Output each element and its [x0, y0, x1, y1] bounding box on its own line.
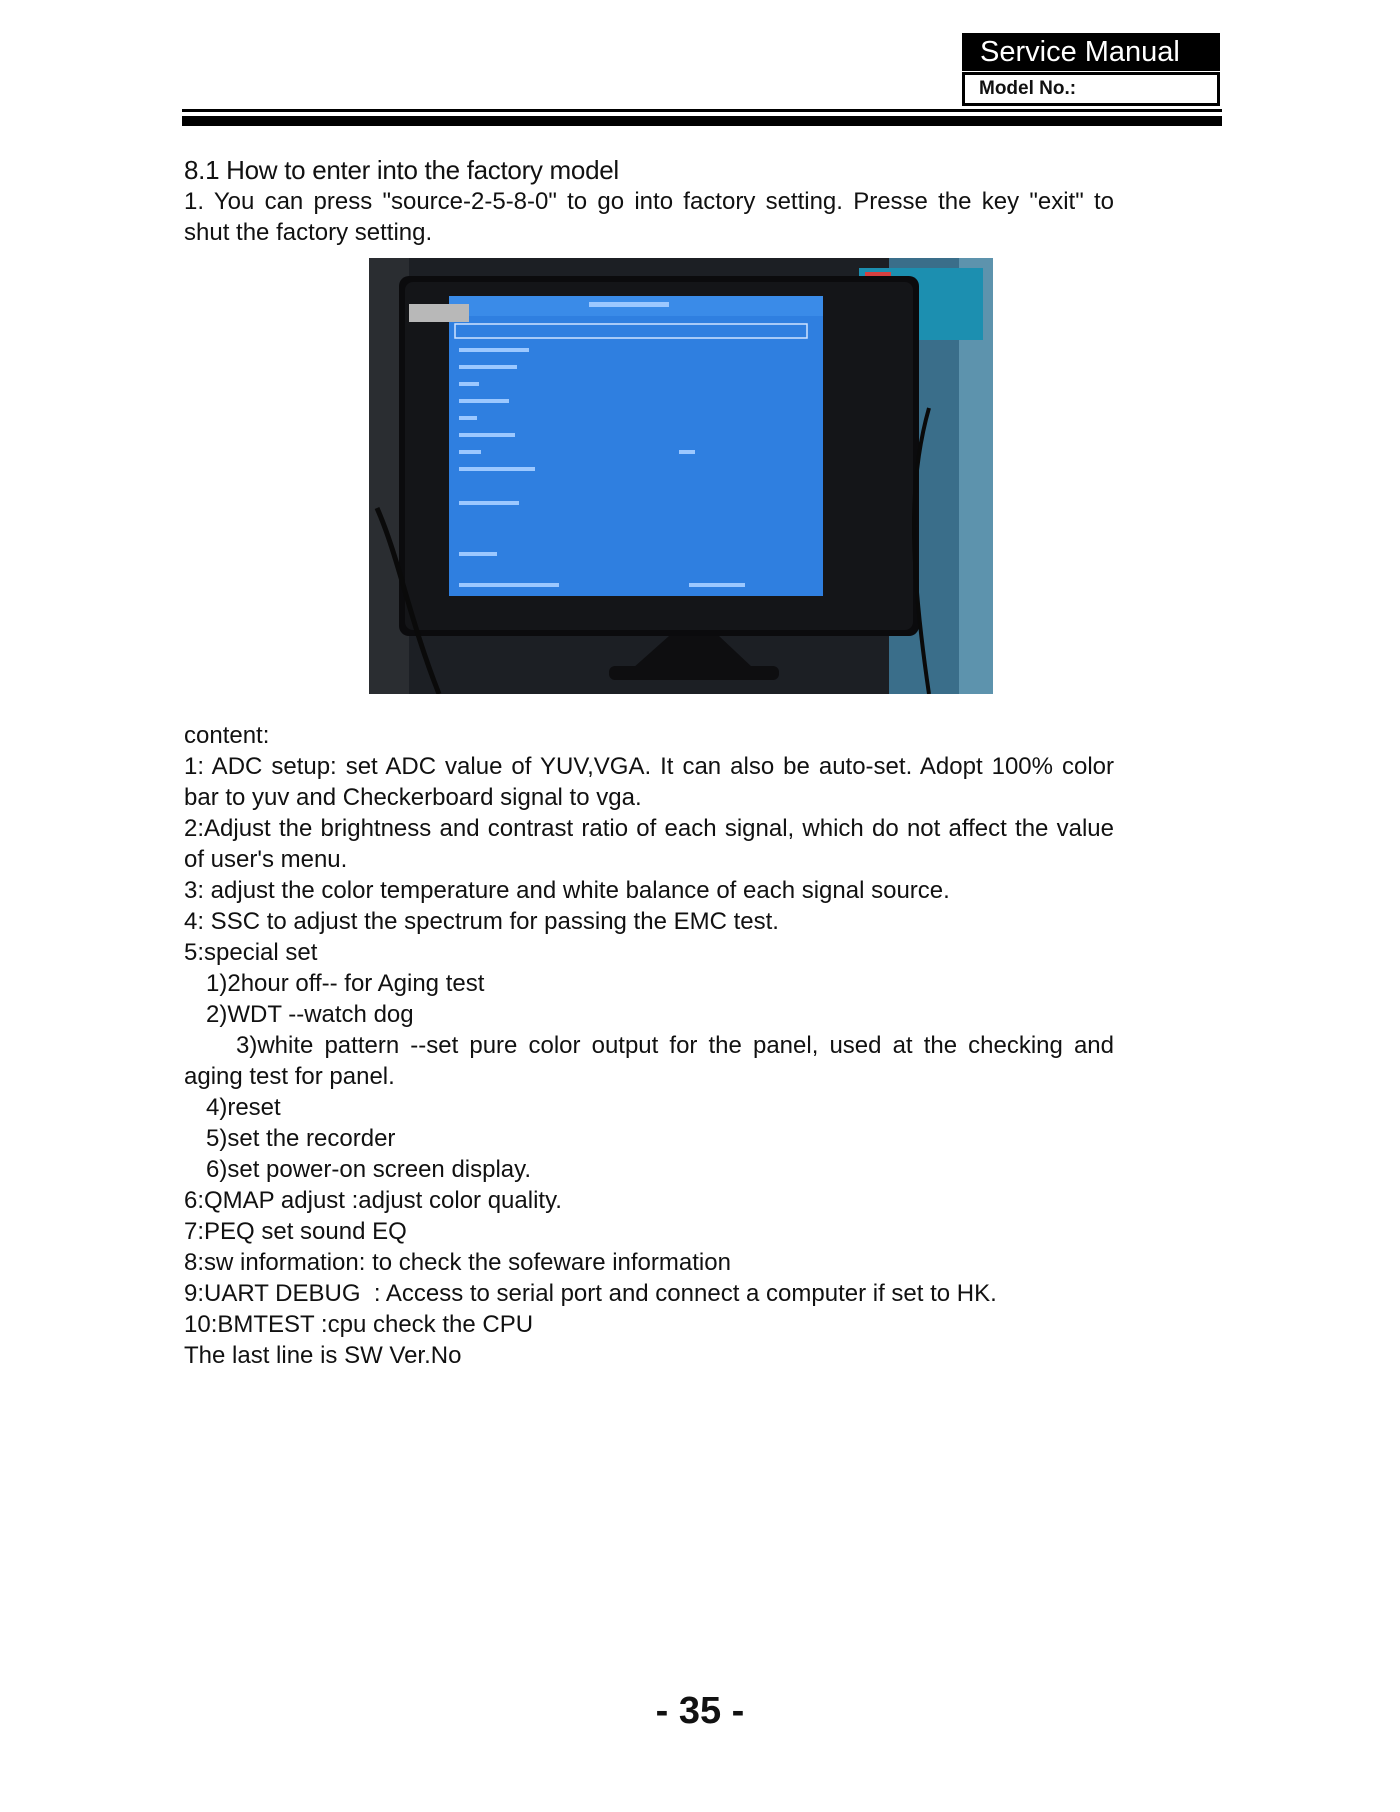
- content-item-10: 10:BMTEST :cpu check the CPU: [184, 1311, 534, 1338]
- special-item-3-text: 3)white pattern --set pure color output for the panel, used at the checking and aging test for panel.: [184, 1032, 1114, 1090]
- service-manual-badge: Service Manual: [962, 33, 1220, 71]
- content-item-9: 9:UART DEBUG : Access to serial port and connect a computer if set to HK.: [184, 1280, 997, 1307]
- tv-factory-menu-photo: [369, 258, 993, 694]
- model-number-field: Model No.:: [962, 72, 1220, 106]
- content-item-8: 8:sw information: to check the sofeware information: [184, 1249, 731, 1276]
- special-item-5: 5)set the recorder: [206, 1125, 396, 1152]
- section-title: 8.1 How to enter into the factory model: [184, 155, 619, 185]
- content-last-line: The last line is SW Ver.No: [184, 1342, 462, 1369]
- tv-photo: [184, 258, 1114, 694]
- special-item-6: 6)set power-on screen display.: [206, 1156, 532, 1183]
- special-item-4: 4)reset: [206, 1094, 281, 1121]
- content-item-1: 1: ADC setup: set ADC value of YUV,VGA. It can also be auto-set. Adopt 100% color bar to yuv and Checkerboard signal to vga.: [184, 753, 1114, 811]
- header-rule-thin: [182, 109, 1222, 112]
- special-item-1: 1)2hour off-- for Aging test: [206, 970, 485, 997]
- content-item-5: 5:special set: [184, 939, 318, 966]
- content-item-7: 7:PEQ set sound EQ: [184, 1218, 407, 1245]
- content-item-2: 2:Adjust the brightness and contrast ratio of each signal, which do not affect the value of user's menu.: [184, 815, 1114, 873]
- page-number: - 35 -: [655, 1690, 745, 1732]
- content-label: content:: [184, 722, 270, 749]
- intro-paragraph: 1. You can press "source-2-5-8-0" to go into factory setting. Presse the key "exit" to shut the factory setting.: [184, 188, 1114, 246]
- content-item-6: 6:QMAP adjust :adjust color quality.: [184, 1187, 562, 1214]
- content-item-3: 3: adjust the color temperature and white balance of each signal source.: [184, 877, 950, 904]
- special-item-2: 2)WDT --watch dog: [206, 1001, 414, 1028]
- page-content: [184, 154, 1114, 1371]
- header-rule-thick: [182, 116, 1222, 126]
- content-item-4: 4: SSC to adjust the spectrum for passing the EMC test.: [184, 908, 779, 935]
- special-item-3: [184, 1030, 1114, 1092]
